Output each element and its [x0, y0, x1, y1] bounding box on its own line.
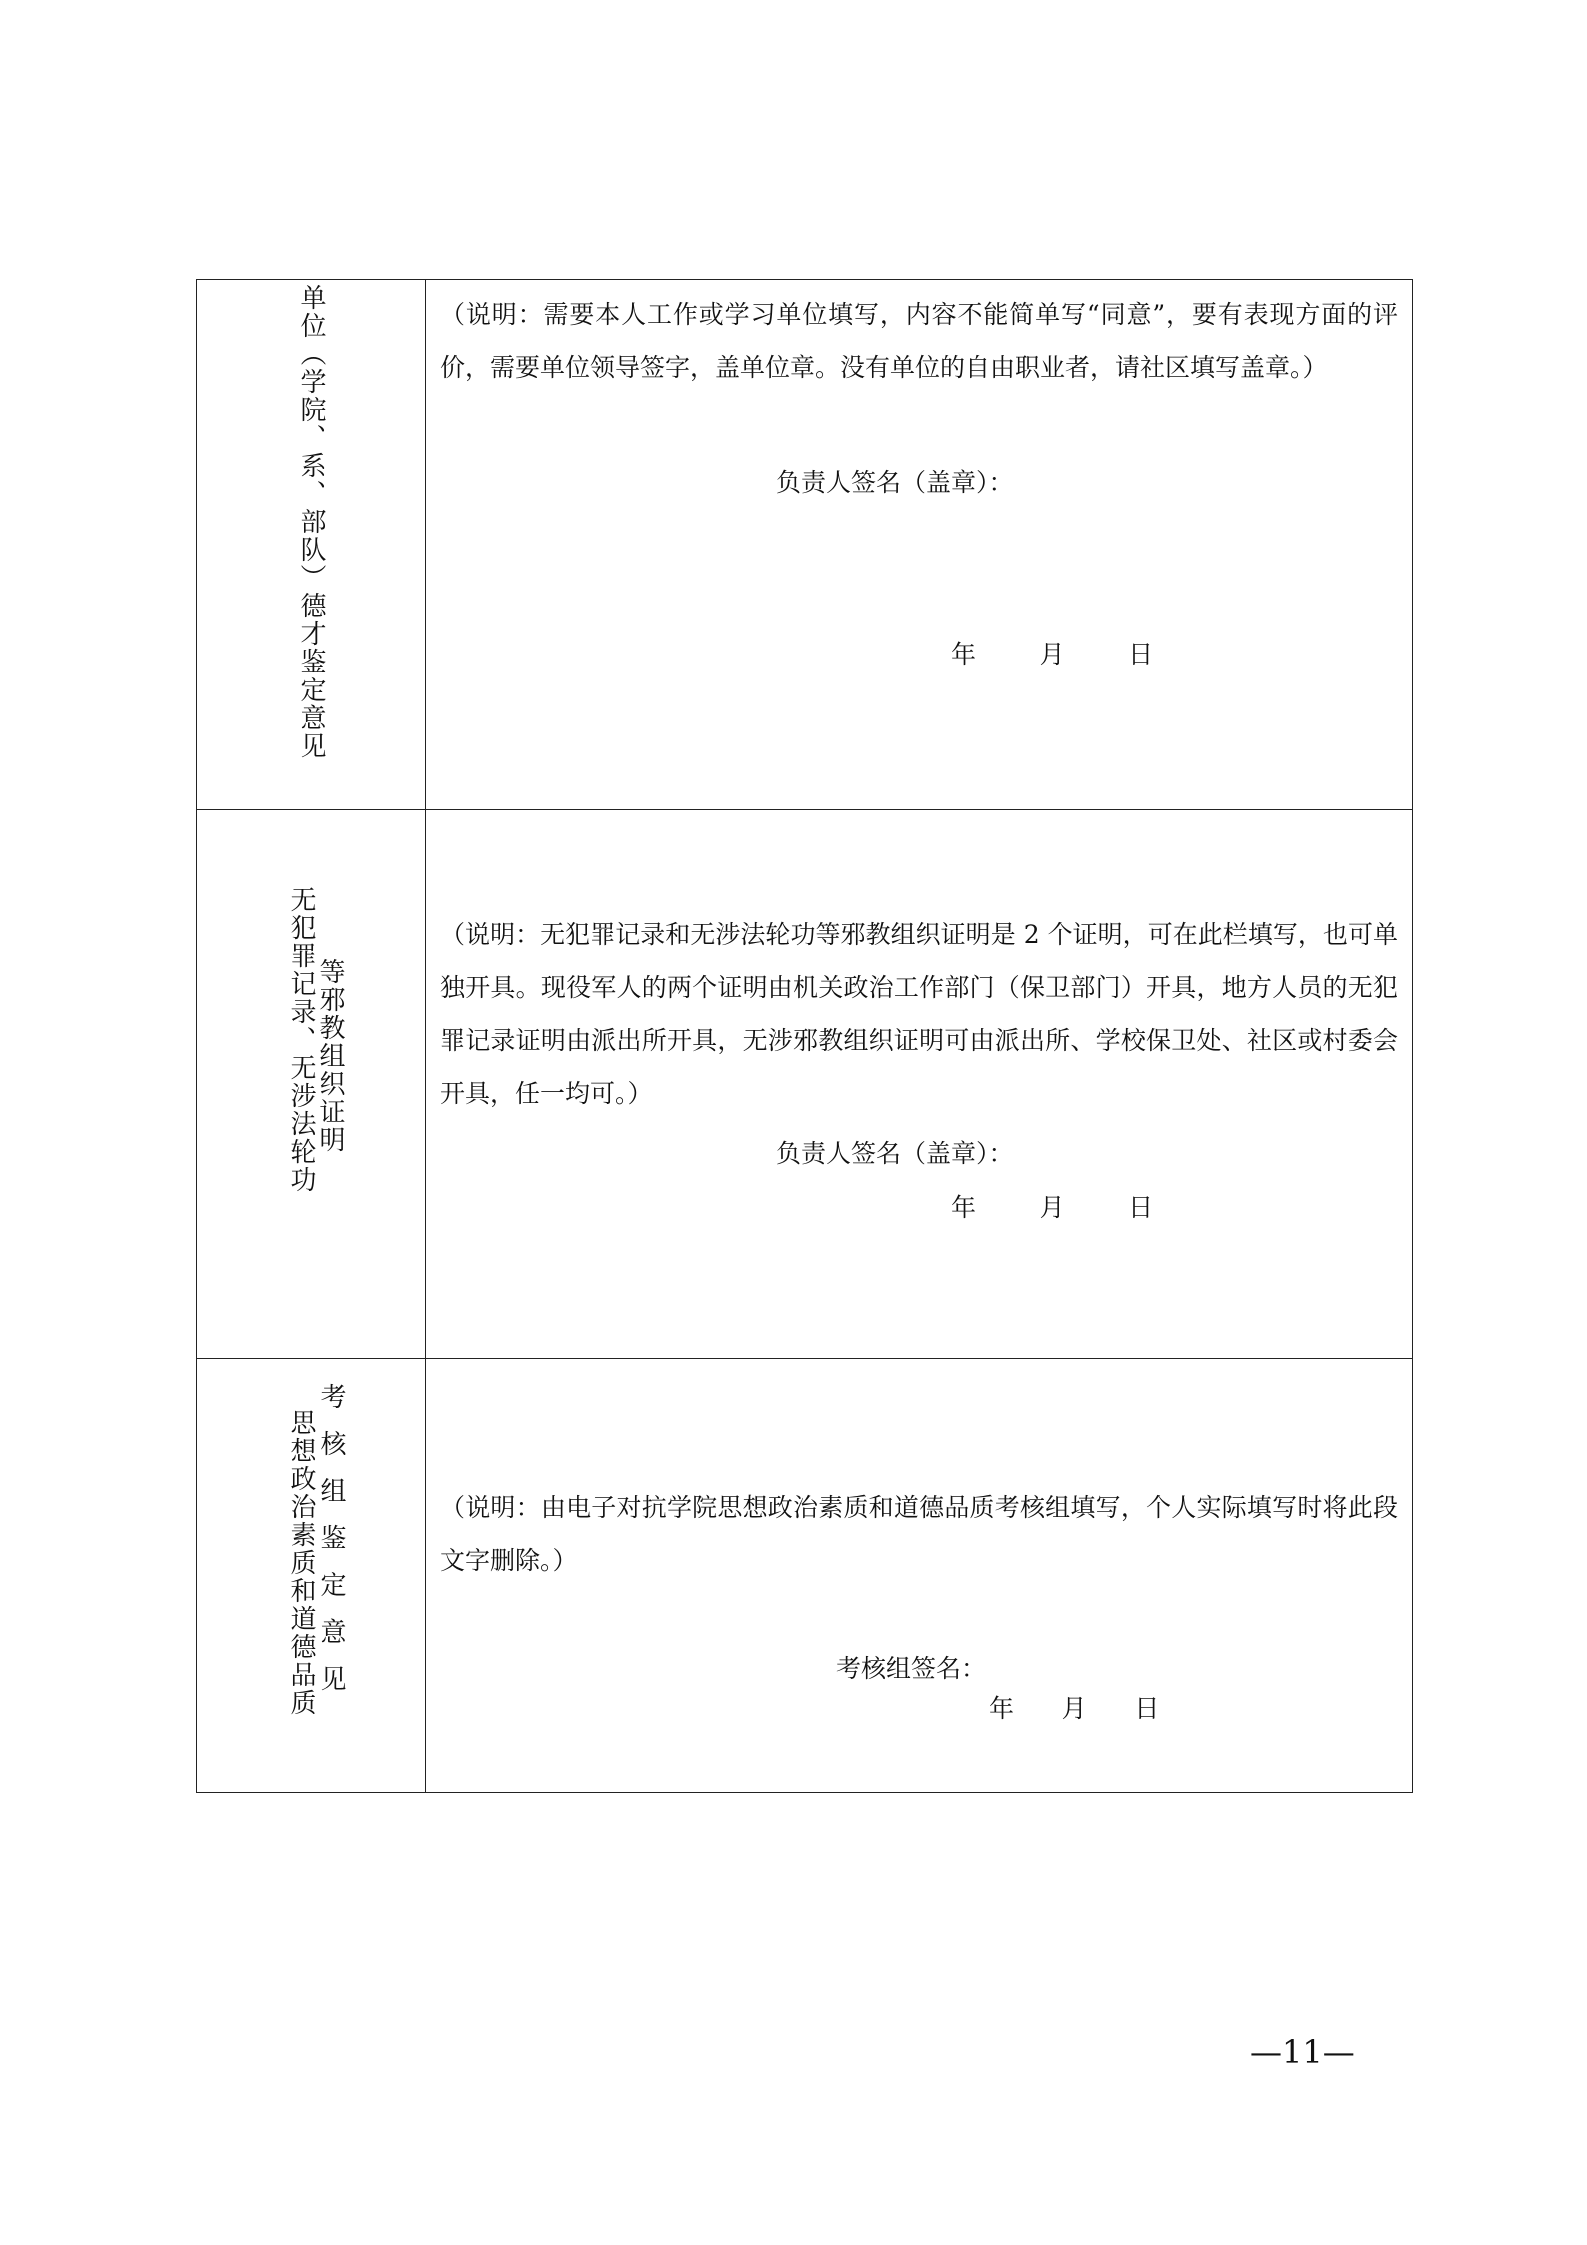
label-column: 单位（学院、系、部队）德才鉴定意见	[296, 284, 326, 760]
label-column: 等邪教组织证明	[315, 958, 345, 1154]
signature-label: 考核组签名：	[836, 1654, 987, 1683]
date-line: 年 月 日	[951, 1193, 1154, 1222]
form-row-ideology-assessment	[197, 1359, 1413, 1793]
instruction-note: （说明：由电子对抗学院思想政治素质和道德品质考核组填写，个人实际填写时将此段文字删除。）	[440, 1493, 1398, 1575]
date-line: 年 月 日	[989, 1694, 1160, 1723]
label-column: 考核组鉴定意见	[316, 1383, 346, 1712]
form-row-no-criminal-record	[197, 810, 1413, 1359]
row-label-no-criminal-record	[197, 810, 426, 1359]
instruction-note: （说明：需要本人工作或学习单位填写，内容不能简单写“同意”，要有表现方面的评价，需要单位领导签字，盖单位章。没有单位的自由职业者，请社区填写盖章。）	[440, 300, 1398, 382]
row-content-ideology-assessment[interactable]	[426, 1359, 1413, 1793]
label-column: 思想政治素质和道德品质	[286, 1409, 316, 1717]
instruction-note: （说明：无犯罪记录和无涉法轮功等邪教组织证明是 2 个证明，可在此栏填写，也可单独开具。现役军人的两个证明由机关政治工作部门（保卫部门）开具，地方人员的无犯罪记录证明由派出所开具，无涉邪教组织证明可由派出所、学校保卫处、社区或村委会开具，任一均可。）	[440, 920, 1398, 1108]
page-number: —11—	[1250, 2033, 1355, 2071]
row-content-no-criminal-record[interactable]	[426, 810, 1413, 1359]
row-label-ideology-assessment	[197, 1359, 426, 1793]
signature-label: 负责人签名（盖章）：	[776, 468, 1014, 497]
row-label-unit-appraisal	[197, 280, 426, 810]
appraisal-form-table	[196, 279, 1413, 1793]
form-row-unit-appraisal	[197, 280, 1413, 810]
label-column: 无犯罪记录、无涉法轮功	[286, 886, 316, 1194]
signature-label: 负责人签名（盖章）：	[776, 1139, 1014, 1168]
date-line: 年 月 日	[951, 640, 1154, 669]
row-content-unit-appraisal[interactable]	[426, 280, 1413, 810]
